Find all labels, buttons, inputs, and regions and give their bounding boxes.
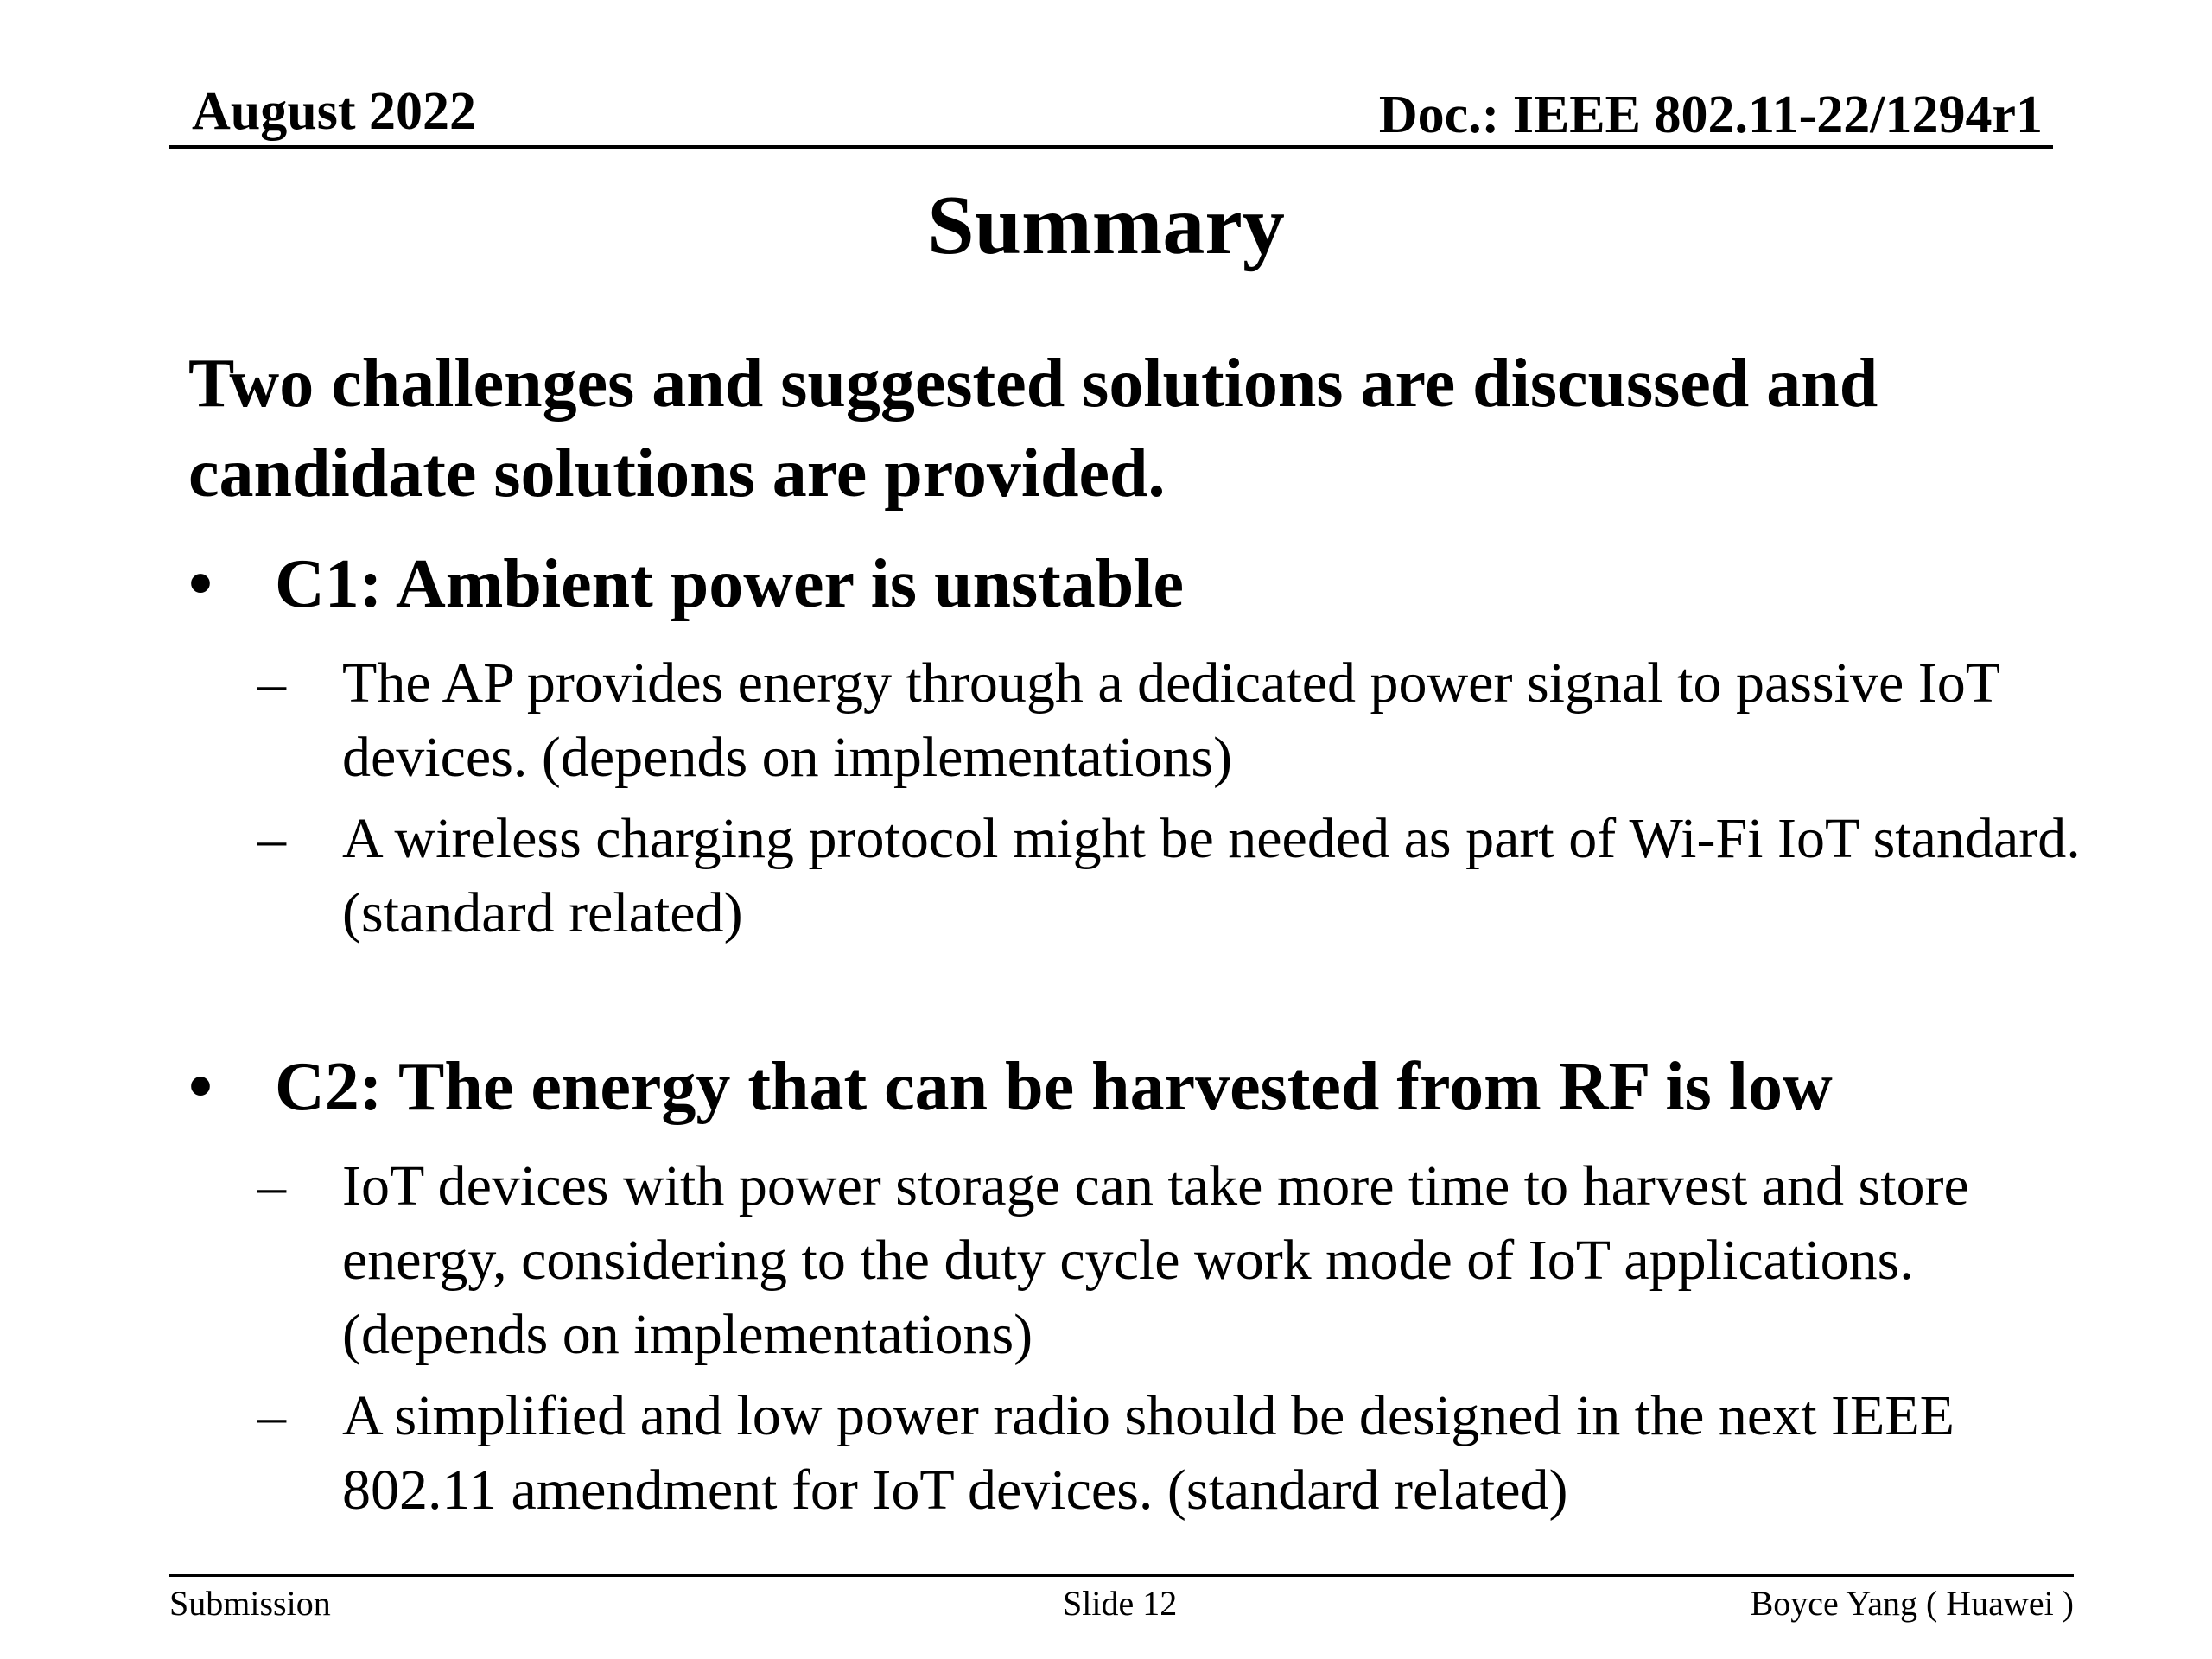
dash-marker: – bbox=[257, 1384, 286, 1447]
sub-bullet-c2-1 bbox=[257, 1149, 2081, 1372]
sub-bullet-text: IoT devices with power storage can take more time to harvest and store energy, considering to the duty cycle work mode of IoT applications. (depends on implementations) bbox=[342, 1154, 1969, 1366]
sub-bullet-c1-1 bbox=[257, 646, 2081, 795]
dash-marker: – bbox=[257, 807, 286, 870]
footer-author: Boyce Yang ( Huawei ) bbox=[1750, 1584, 2074, 1623]
footer-slide-number: Slide 12 bbox=[1063, 1584, 1178, 1623]
header-date: August 2022 bbox=[192, 82, 477, 141]
sub-bullet-text: The AP provides energy through a dedicated power signal to passive IoT devices. (depends on implementations) bbox=[342, 652, 1999, 789]
footer-submission: Submission bbox=[169, 1584, 331, 1623]
bullet-marker: • bbox=[188, 546, 213, 622]
dash-marker: – bbox=[257, 1154, 286, 1217]
header-divider bbox=[169, 145, 2053, 149]
sub-bullet-c1-2 bbox=[257, 802, 2081, 950]
intro-text: Two challenges and suggested solutions are discussed and candidate solutions are provided. bbox=[188, 346, 1878, 512]
bullet-c2-label: C2: The energy that can be harvested from RF is low bbox=[275, 1049, 1833, 1125]
slide-title: Summary bbox=[927, 179, 1285, 272]
sub-bullet-text: A simplified and low power radio should be designed in the next IEEE 802.11 amendment for IoT devices. (standard related) bbox=[342, 1384, 1955, 1522]
footer-divider bbox=[169, 1574, 2074, 1577]
header-doc-number: Doc.: IEEE 802.11-22/1294r1 bbox=[1378, 86, 2043, 144]
sub-bullet-text: A wireless charging protocol might be needed as part of Wi-Fi IoT standard. (standard related) bbox=[342, 807, 2081, 944]
bullet-c1-label: C1: Ambient power is unstable bbox=[275, 546, 1184, 622]
dash-marker: – bbox=[257, 652, 286, 715]
bullet-marker: • bbox=[188, 1049, 213, 1125]
sub-bullet-c2-2 bbox=[257, 1379, 2081, 1528]
